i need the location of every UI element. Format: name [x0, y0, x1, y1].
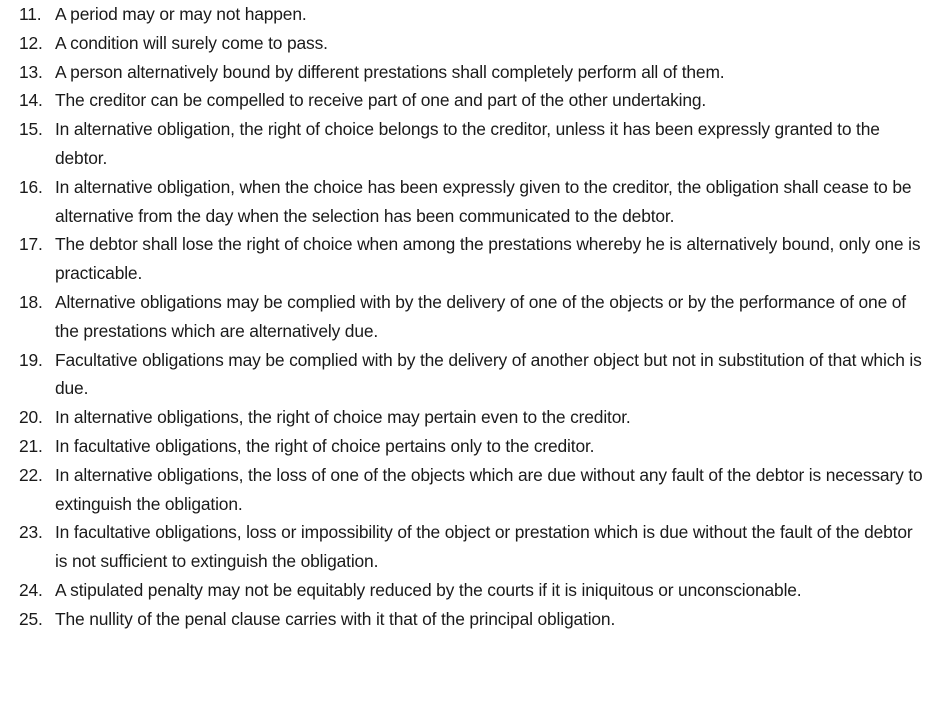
numbered-statement-list — [19, 0, 924, 634]
list-item — [19, 403, 924, 432]
list-item — [19, 58, 924, 87]
item-number: 24. — [19, 579, 43, 600]
item-number: 16. — [19, 176, 43, 197]
item-number: 20. — [19, 407, 43, 428]
item-number: 25. — [19, 608, 43, 629]
item-number: 17. — [19, 234, 43, 255]
item-number: 11. — [19, 4, 42, 24]
item-number: 23. — [19, 522, 43, 543]
item-number: 15. — [19, 119, 43, 140]
list-item — [19, 518, 924, 576]
item-number: 21. — [19, 435, 43, 456]
list-item — [19, 605, 924, 634]
list-item — [19, 432, 924, 461]
item-text: Alternative obligations may be complied with by the delivery of one of the objects or by the performance of one of the prestations which are alternatively due. — [55, 291, 906, 341]
item-number: 13. — [19, 61, 43, 82]
item-number: 12. — [19, 32, 43, 53]
item-number: 18. — [19, 291, 43, 312]
item-text: Facultative obligations may be complied with by the delivery of another object but not in substitution of that which is due. — [55, 349, 922, 399]
list-item — [19, 461, 924, 519]
list-item — [19, 173, 924, 231]
item-text: A condition will surely come to pass. — [55, 32, 328, 53]
item-text: In alternative obligations, the right of choice may pertain even to the creditor. — [55, 407, 631, 428]
list-item — [19, 346, 924, 404]
item-text: In alternative obligation, when the choice has been expressly given to the creditor, the obligation shall cease to be alternative from the day when the selection has been communicated to the debtor. — [55, 176, 912, 226]
item-text: A stipulated penalty may not be equitably reduced by the courts if it is iniquitous or unconscionable. — [55, 579, 802, 600]
item-text: In facultative obligations, the right of choice pertains only to the creditor. — [55, 435, 595, 456]
item-text: The debtor shall lose the right of choice when among the prestations whereby he is alternatively bound, only one is practicable. — [55, 234, 921, 284]
item-text: In alternative obligations, the loss of one of the objects which are due without any fault of the debtor is necessary to extinguish the obligation. — [55, 464, 923, 514]
item-text: The creditor can be compelled to receive part of one and part of the other undertaking. — [55, 90, 707, 111]
item-text: In facultative obligations, loss or impossibility of the object or prestation which is due without the fault of the debtor is not sufficient to extinguish the obligation. — [55, 522, 913, 572]
list-item — [19, 86, 924, 115]
item-number: 14. — [19, 90, 43, 111]
item-number: 19. — [19, 349, 43, 370]
item-text: In alternative obligation, the right of choice belongs to the creditor, unless it has been expressly granted to the debtor. — [55, 119, 880, 168]
list-item — [19, 230, 924, 288]
list-item — [19, 576, 924, 605]
item-text: A person alternatively bound by different prestations shall completely perform all of them. — [55, 61, 725, 82]
list-item — [19, 0, 924, 29]
list-item — [19, 29, 924, 58]
list-item — [19, 115, 924, 173]
item-number: 22. — [19, 464, 43, 485]
list-item — [19, 288, 924, 346]
item-text: The nullity of the penal clause carries with it that of the principal obligation. — [55, 608, 616, 629]
item-text: A period may or may not happen. — [55, 4, 307, 24]
